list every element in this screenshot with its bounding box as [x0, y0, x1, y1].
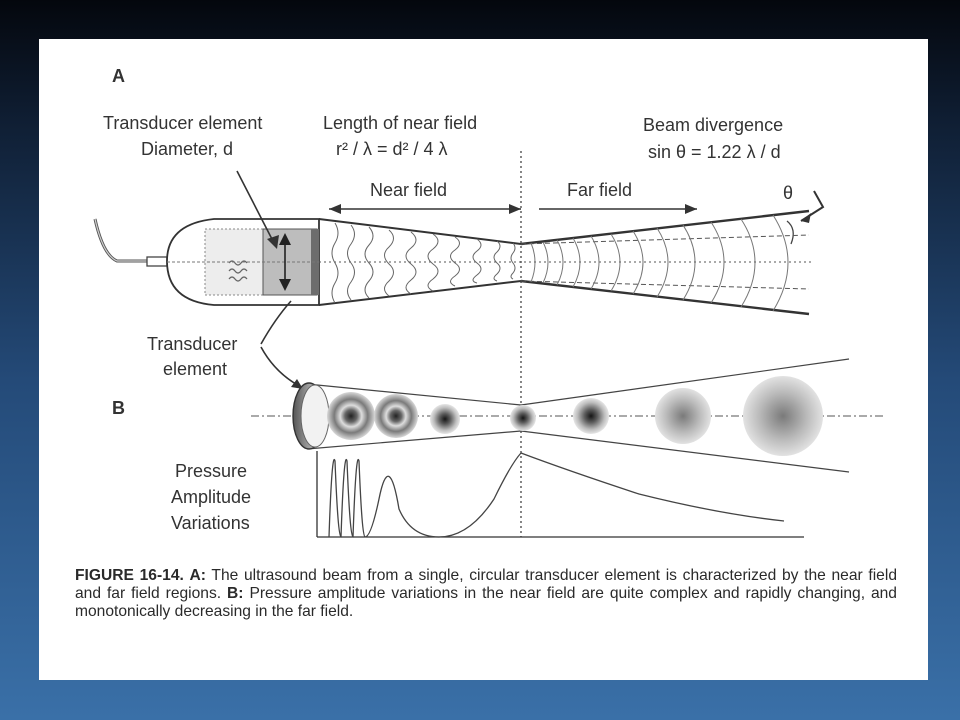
panel-b-letter: B [112, 398, 125, 418]
theta-arc [787, 221, 793, 244]
caption-figure-id: FIGURE 16-14. [75, 567, 184, 584]
caption-a-tag: A: [189, 567, 206, 584]
slide-card [39, 39, 928, 680]
figure-caption [75, 567, 897, 621]
element-label-line2: element [163, 359, 228, 379]
near-field-wavefronts [332, 223, 515, 303]
ultrasound-beam-diagram [39, 39, 928, 599]
caption-b-text: Pressure amplitude variations in the near field are quite complex and rapidly changing, and monotonically decreasing in the far field. [75, 585, 897, 620]
near-field-formula: r² / λ = d² / 4 λ [336, 139, 448, 159]
panel-a-letter: A [112, 66, 125, 86]
near-field-arrow [329, 204, 521, 214]
beam-spot-1 [327, 392, 375, 440]
transducer-label-line1: Transducer element [103, 113, 263, 133]
beam-divergence-title: Beam divergence [643, 115, 784, 135]
beam-spot-6 [655, 388, 711, 444]
beam-spot-3 [430, 404, 460, 434]
beam-spot-5 [573, 398, 609, 434]
element-label-pointer-down [261, 347, 301, 387]
beam-outline [319, 211, 814, 314]
cable-connector [147, 257, 167, 266]
beam-spot-4 [510, 405, 536, 431]
caption-b-tag: B: [227, 585, 244, 602]
far-field-label: Far field [567, 180, 633, 200]
pressure-label-line2: Amplitude [171, 487, 252, 507]
element-label-line1: Transducer [147, 334, 238, 354]
caption-a-text: The ultrasound beam from a single, circular transducer element is characterized by the near field and far field regions. [75, 567, 897, 602]
theta-symbol: θ [783, 183, 794, 203]
pressure-label-line3: Variations [171, 513, 250, 533]
theta-arrowhead [801, 213, 811, 223]
beam-spot-2 [374, 394, 418, 438]
beam-divergence-formula: sin θ = 1.22 λ / d [648, 142, 781, 162]
beam-spot-7 [743, 376, 823, 456]
transducer-cable [95, 219, 149, 261]
near-field-length-title: Length of near field [323, 113, 478, 133]
transducer-label-line2: Diameter, d [141, 139, 234, 159]
element-label-pointer-up [261, 301, 291, 344]
theta-arrow [801, 191, 823, 221]
pressure-label-line1: Pressure [175, 461, 248, 481]
pressure-amplitude-curve [329, 453, 784, 537]
far-field-arrow [539, 204, 697, 214]
near-field-label: Near field [370, 180, 448, 200]
